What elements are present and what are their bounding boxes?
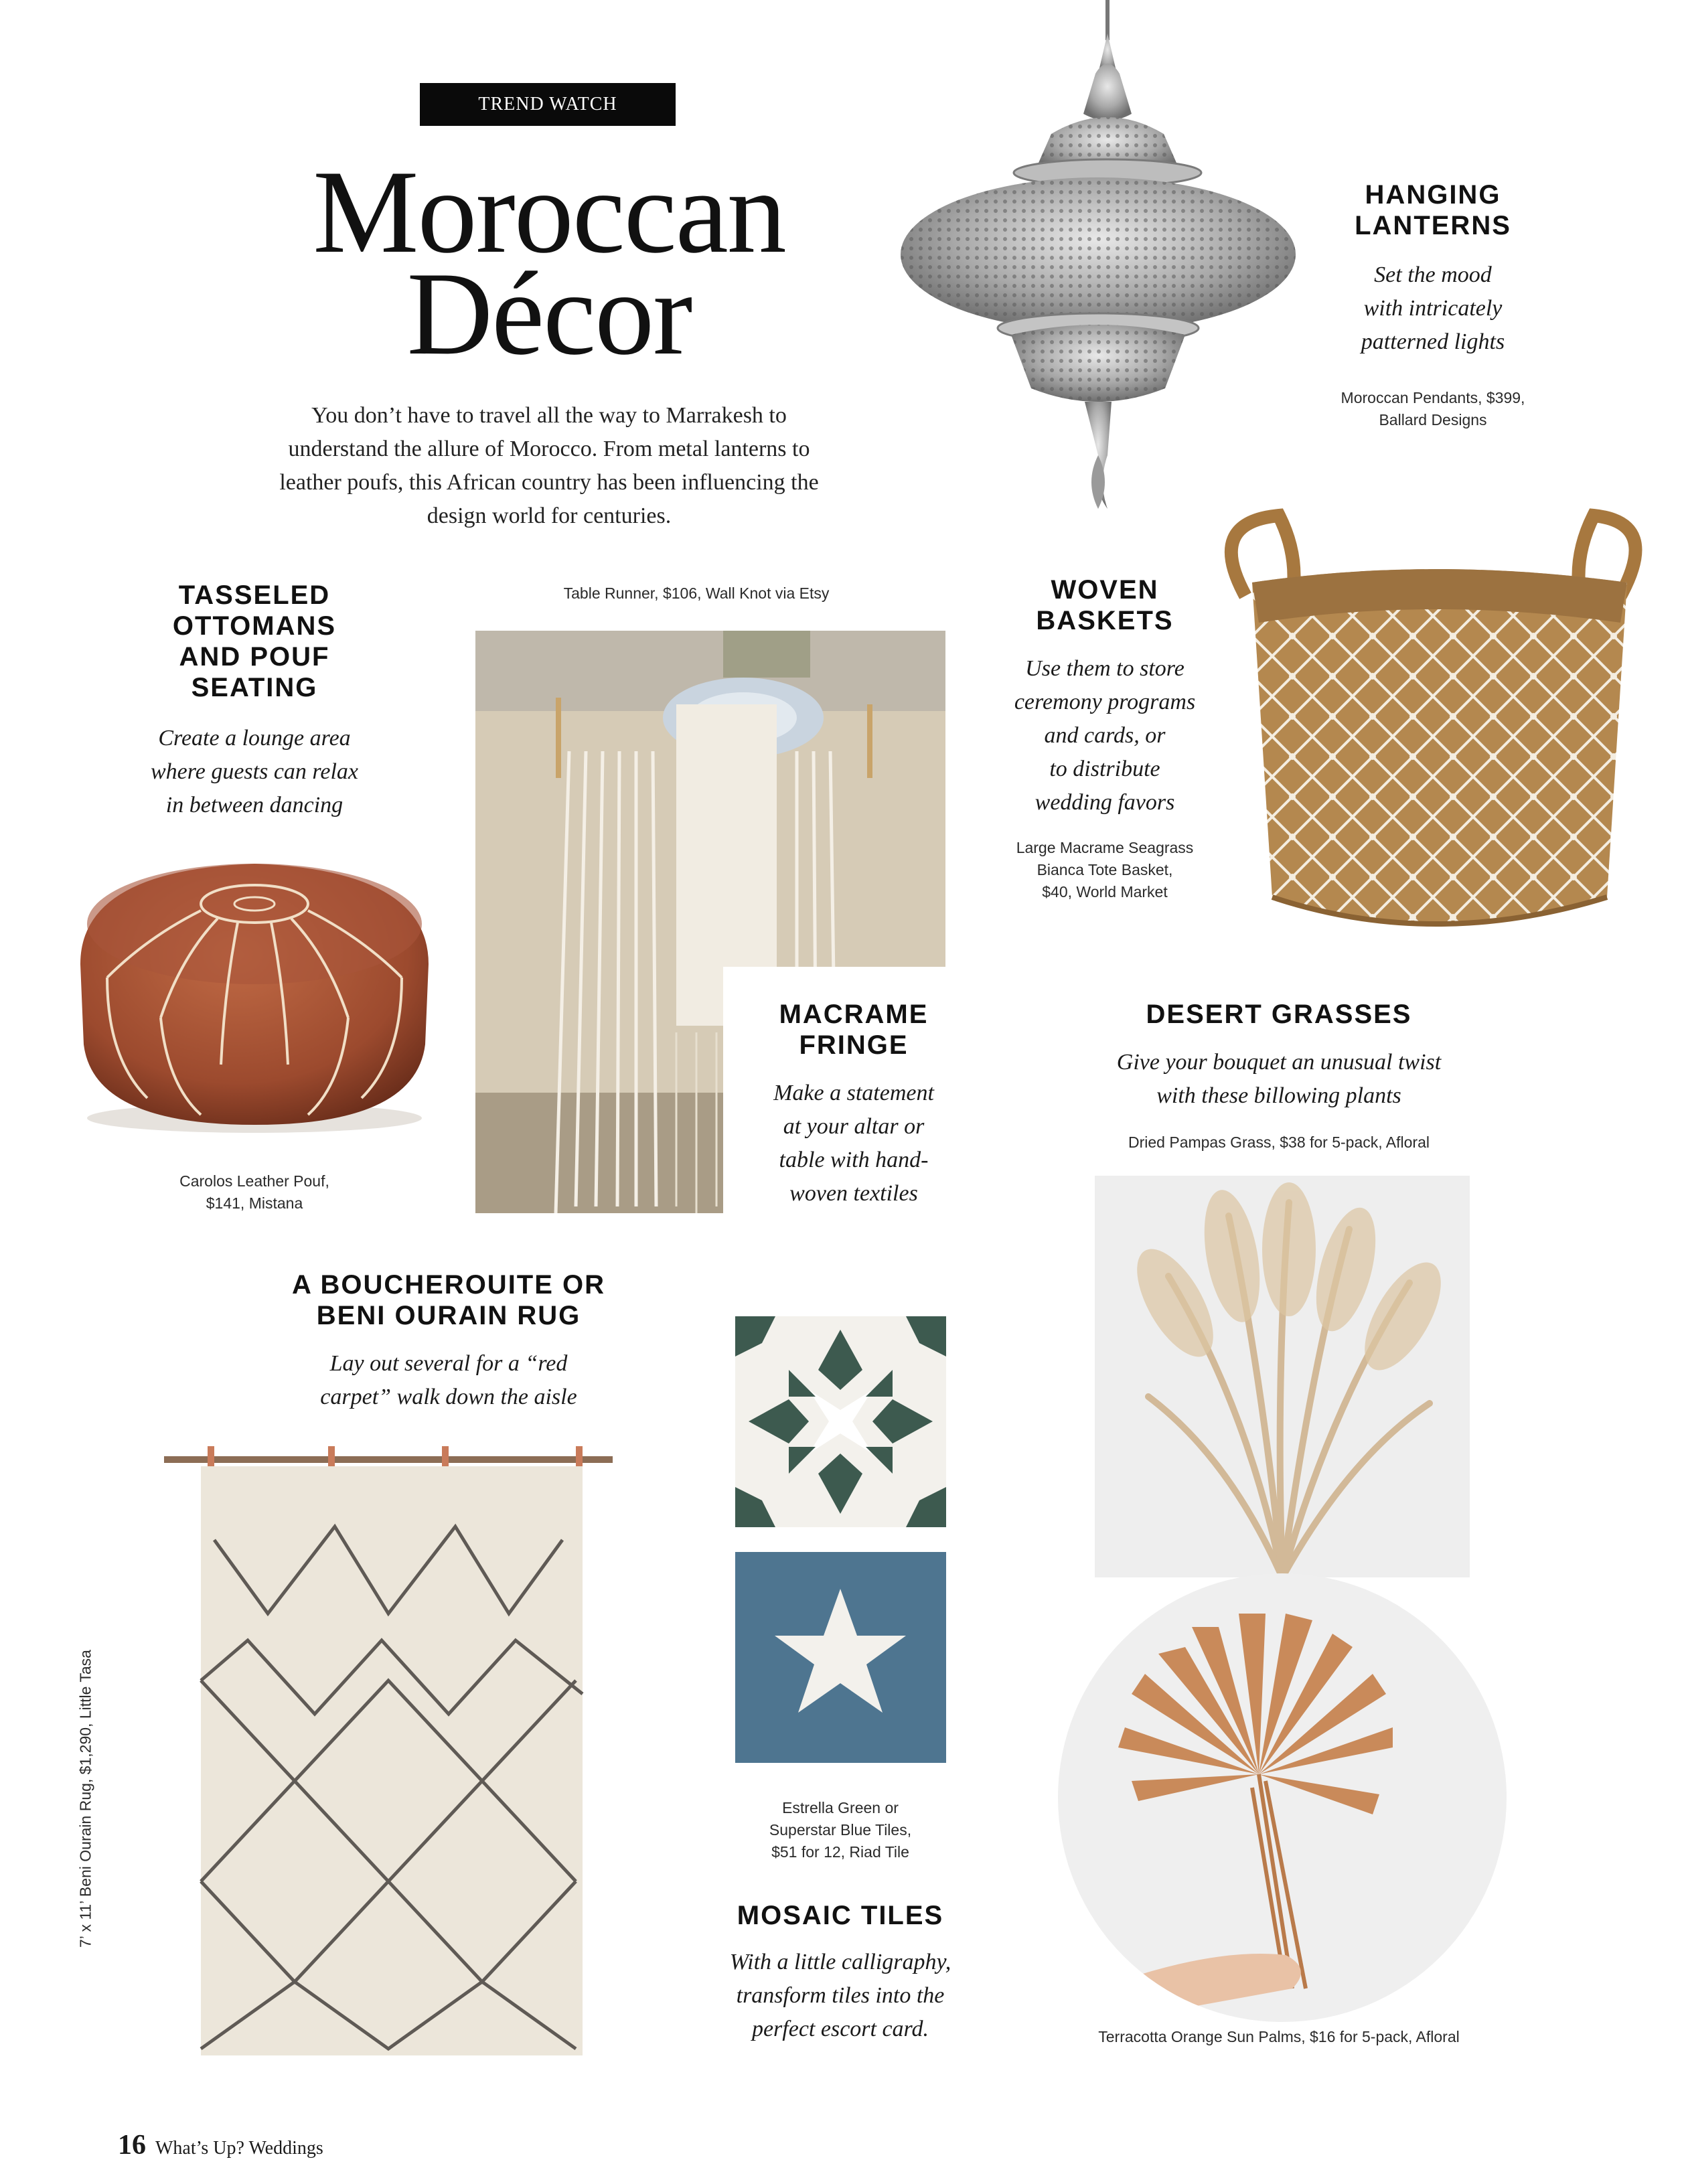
- rug-deck: [214, 1347, 683, 1414]
- pouf-photo: [67, 844, 442, 1138]
- publication-name: What’s Up? Weddings: [155, 2138, 323, 2159]
- rug-deck-line: Lay out several for a “red: [329, 1351, 568, 1376]
- rug-heading-line: A BOUCHEROUITE OR: [291, 1270, 606, 1300]
- tiles-deck-line: perfect escort card.: [751, 2017, 929, 2041]
- lanterns-deck-line: patterned lights: [1361, 329, 1505, 354]
- grasses-heading: DESERT GRASSES: [1146, 1000, 1412, 1029]
- grasses-deck-line: with these billowing plants: [1156, 1083, 1401, 1108]
- estrella-tile-pattern: [735, 1316, 946, 1527]
- page-number: 16: [118, 2130, 146, 2161]
- macrame-deck-line: table with hand-: [779, 1148, 929, 1172]
- ottomans-deck-line: Create a lounge area: [158, 726, 351, 751]
- macrame-heading-line: FRINGE: [799, 1030, 909, 1060]
- star-icon: [735, 1552, 946, 1763]
- baskets-heading-line: WOVEN: [1051, 575, 1159, 605]
- page-title: [241, 145, 857, 380]
- estrella-green-tile: [735, 1316, 946, 1527]
- rug-illustration: [161, 1426, 616, 2062]
- ottomans-deck-line: in between dancing: [165, 793, 343, 817]
- basket-illustration: [1192, 495, 1682, 951]
- intro-paragraph: You don’t have to travel all the way to Marrakesh to understand the allure of Morocco. From metal lanterns to leather poufs, this African country has been influencing the design world for centuries.: [279, 403, 819, 528]
- basket-photo: [1192, 495, 1682, 951]
- lanterns-heading: [1272, 179, 1594, 241]
- rug-heading: [214, 1269, 683, 1331]
- pouf-credit-line: Carolos Leather Pouf,: [179, 1172, 329, 1190]
- sun-palms-photo: [1058, 1573, 1507, 2022]
- tiles-credit-line: Superstar Blue Tiles,: [769, 1821, 912, 1839]
- tiles-deck-line: transform tiles into the: [736, 1983, 945, 2008]
- ottomans-heading-line: SEATING: [191, 673, 318, 702]
- macrame-heading: [730, 999, 978, 1061]
- tiles-deck-line: With a little calligraphy,: [729, 1950, 951, 1974]
- baskets-credit-line: $40, World Market: [1042, 883, 1168, 901]
- rug-heading-line: BENI OURAIN RUG: [316, 1301, 581, 1330]
- ottomans-heading: [87, 580, 422, 703]
- macrame-deck: [730, 1077, 978, 1211]
- grasses-deck-line: Give your bouquet an unusual twist: [1116, 1050, 1442, 1075]
- lanterns-heading-line: LANTERNS: [1355, 211, 1511, 240]
- tiles-credit-line: $51 for 12, Riad Tile: [771, 1843, 909, 1861]
- title-line-2: Décor: [406, 247, 692, 380]
- tiles-credit-line: Estrella Green or: [782, 1799, 899, 1816]
- rug-credit: 7’ x 11’ Beni Ourain Rug, $1,290, Little Tasa: [76, 1650, 94, 1948]
- ottomans-deck: [87, 722, 422, 822]
- baskets-deck-line: and cards, or: [1044, 723, 1166, 748]
- baskets-deck-line: to distribute: [1049, 757, 1160, 781]
- pouf-illustration: [67, 844, 442, 1138]
- baskets-deck-line: Use them to store: [1025, 656, 1184, 681]
- grasses-deck: [1045, 1046, 1513, 1113]
- pampas-photo: [1095, 1176, 1470, 1577]
- ottomans-heading-line: AND POUF: [179, 642, 330, 672]
- sun-palms-illustration: [1058, 1573, 1507, 2022]
- baskets-deck-line: wedding favors: [1035, 790, 1175, 815]
- lanterns-deck-line: with intricately: [1363, 296, 1503, 321]
- ottomans-heading-line: TASSELED: [178, 580, 331, 610]
- macrame-deck-line: Make a statement: [773, 1081, 934, 1105]
- macrame-deck-line: at your altar or: [783, 1114, 925, 1139]
- lantern-photo: [897, 0, 1312, 522]
- palms-credit: Terracotta Orange Sun Palms, $16 for 5-pack, Afloral: [1098, 2028, 1460, 2045]
- tiles-deck: [690, 1946, 991, 2046]
- superstar-blue-tile: [735, 1552, 946, 1763]
- pouf-credit: [87, 1170, 422, 1215]
- lanterns-heading-line: HANGING: [1365, 180, 1501, 210]
- ottomans-heading-line: OTTOMANS: [172, 611, 337, 641]
- pampas-illustration: [1095, 1176, 1470, 1577]
- section-badge: TREND WATCH: [420, 83, 676, 126]
- tiles-credit: [723, 1797, 958, 1863]
- lanterns-deck-line: Set the mood: [1374, 262, 1492, 287]
- rug-deck-line: carpet” walk down the aisle: [320, 1385, 577, 1409]
- runner-credit: Table Runner, $106, Wall Knot via Etsy: [563, 584, 830, 602]
- lanterns-credit-line: Moroccan Pendants, $399,: [1341, 389, 1525, 406]
- title-line-1: Moroccan: [313, 145, 785, 278]
- pouf-credit-line: $141, Mistana: [206, 1194, 303, 1212]
- lantern-illustration: [897, 0, 1312, 522]
- lanterns-credit: [1272, 387, 1594, 431]
- macrame-deck-line: woven textiles: [789, 1181, 918, 1206]
- rug-photo: [161, 1426, 616, 2062]
- baskets-credit-line: Large Macrame Seagrass: [1016, 839, 1194, 856]
- baskets-deck-line: ceremony programs: [1014, 690, 1196, 714]
- grasses-credit: Dried Pampas Grass, $38 for 5-pack, Afloral: [1128, 1134, 1430, 1151]
- baskets-credit-line: Bianca Tote Basket,: [1037, 861, 1173, 878]
- macrame-heading-line: MACRAME: [779, 1000, 929, 1029]
- page-footer: [118, 2129, 323, 2161]
- baskets-heading-line: BASKETS: [1036, 606, 1174, 635]
- lanterns-credit-line: Ballard Designs: [1379, 411, 1487, 428]
- tiles-heading: MOSAIC TILES: [737, 1901, 944, 1930]
- ottomans-deck-line: where guests can relax: [150, 759, 359, 784]
- lanterns-deck: [1272, 258, 1594, 359]
